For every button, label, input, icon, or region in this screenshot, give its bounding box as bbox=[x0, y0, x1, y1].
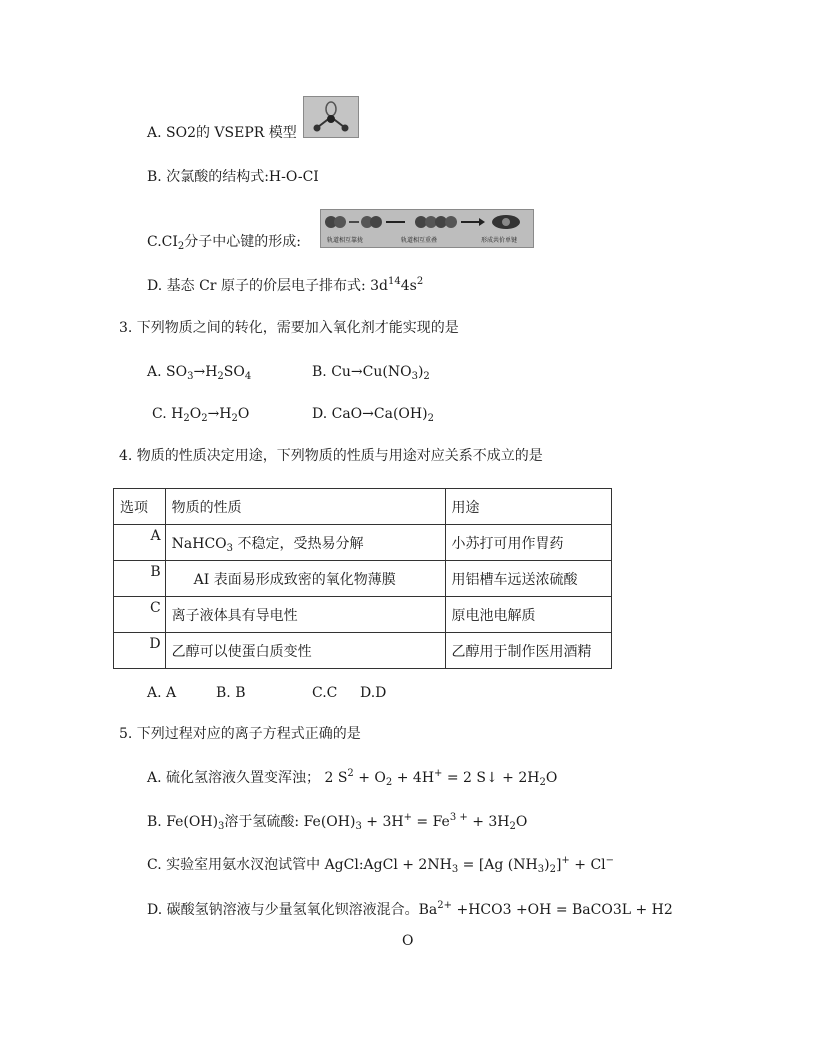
q4-answer-a: A. A bbox=[147, 685, 177, 701]
q3-stem: 3. 下列物质之间的转化，需要加入氧化剂才能实现的是 bbox=[119, 320, 459, 336]
vsepr-molecule-image bbox=[303, 96, 359, 138]
q2-option-d-label: D. 基态 bbox=[147, 278, 195, 294]
q2-option-b bbox=[147, 167, 319, 187]
q2-option-d bbox=[147, 276, 423, 296]
q3-option-d: D. $CaO\to Ca(OH)_2$ bbox=[312, 406, 434, 424]
q2-option-d-cfg-b: 4s bbox=[400, 278, 417, 294]
q2-option-d-sup-a: 14 bbox=[388, 276, 401, 287]
orbital-label-3: 形成共价单键 bbox=[481, 237, 518, 244]
q5-stem: 5. 下列过程对应的离子方程式正确的是 bbox=[119, 726, 361, 742]
orbital-label-1: 轨道相互靠拢 bbox=[327, 237, 364, 244]
q4-stem: 4. 物质的性质决定用途，下列物质的性质与用途对应关系不成立的是 bbox=[119, 448, 543, 464]
row-option: A bbox=[114, 525, 166, 561]
table-row bbox=[114, 597, 612, 633]
q2-option-c-formula: CI bbox=[161, 234, 178, 250]
q2-option-d-sup-b: 2 bbox=[416, 276, 424, 287]
row-option: C bbox=[114, 597, 166, 633]
q2-option-a-text: A. SO2的 VSEPR 模型 bbox=[147, 125, 297, 141]
q2-option-c-sub: 2 bbox=[177, 241, 185, 252]
table-row bbox=[114, 561, 612, 597]
header-property: 物质的性质 bbox=[165, 489, 445, 525]
q2-option-a bbox=[147, 123, 297, 143]
q5-option-c: C. 实验室用氨水汊泡试管中 AgCl:AgCl + $2NH_3 = [Ag$ $(NH_3)_2]^+ + Cl^-$ bbox=[147, 855, 615, 875]
q5-option-d: D. 碳酸氢钠溶液与少量氢氧化钡溶液混合。$Ba^{2+} +HCO3 +OH$ = BaCO3L + H2 bbox=[147, 900, 673, 918]
q2-option-c-text: 分子中心键的形成: bbox=[184, 234, 302, 250]
q5-option-b: B. $Fe(OH)_3$溶于氢硫酸: $Fe(OH)_3 + 3H^+ = Fe^{3 +} + 3H_2O$ bbox=[147, 812, 528, 832]
orbital-label-2: 轨道相互重叠 bbox=[401, 237, 438, 244]
q4-answer-b: B. B bbox=[216, 685, 246, 701]
header-use: 用途 bbox=[445, 489, 611, 525]
row-property: 离子液体具有导电性 bbox=[165, 597, 445, 633]
q5-option-a: A. 硫化氢溶液久置变浑浊； 2 $S^2 + O_2 + 4H^+ = 2$ S↓ + $2H_2O$ bbox=[147, 768, 558, 788]
row-option: D bbox=[114, 633, 166, 669]
table-row bbox=[114, 633, 612, 669]
q4-answer-c: C.C bbox=[312, 685, 338, 701]
q2-option-d-element: Cr bbox=[199, 278, 217, 294]
q3-option-c: C. $H_2O_2\to H_2O$ bbox=[152, 406, 250, 424]
q2-option-b-text: B. 次氯酸的结构式:H-O-CI bbox=[147, 169, 319, 185]
orbital-overlap-icon bbox=[321, 210, 533, 236]
row-use: 乙醇用于制作医用酒精 bbox=[445, 633, 611, 669]
row-option: B bbox=[114, 561, 166, 597]
row-use: 用铝槽车远送浓硫酸 bbox=[445, 561, 611, 597]
q5-option-d-continued: O bbox=[402, 933, 414, 949]
q3-option-b: B. $Cu\to Cu(NO_3)_2$ bbox=[312, 364, 430, 382]
row-property: AI 表面易形成致密的氧化物薄膜 bbox=[165, 561, 445, 597]
orbital-overlap-diagram bbox=[320, 209, 534, 248]
row-use: 原电池电解质 bbox=[445, 597, 611, 633]
q4-answer-d: D.D bbox=[360, 685, 387, 701]
q2-option-c bbox=[147, 232, 301, 252]
row-property: 乙醇可以使蛋白质变性 bbox=[165, 633, 445, 669]
q3-option-a: A. $SO_3\to H_2SO_4$ bbox=[147, 364, 252, 382]
vsepr-molecule-icon bbox=[304, 97, 358, 137]
q2-option-d-cfg-a: 3d bbox=[370, 278, 388, 294]
row-use: 小苏打可用作胃药 bbox=[445, 525, 611, 561]
table-row bbox=[114, 525, 612, 561]
properties-table bbox=[113, 488, 612, 669]
table-header-row bbox=[114, 489, 612, 525]
q2-option-c-label: C. bbox=[147, 234, 162, 250]
header-option: 选项 bbox=[114, 489, 166, 525]
q2-option-d-text: 原子的价层电子排布式: bbox=[220, 278, 366, 294]
row-property: NaHCO$_3$ 不稳定，受热易分解 bbox=[165, 525, 445, 561]
